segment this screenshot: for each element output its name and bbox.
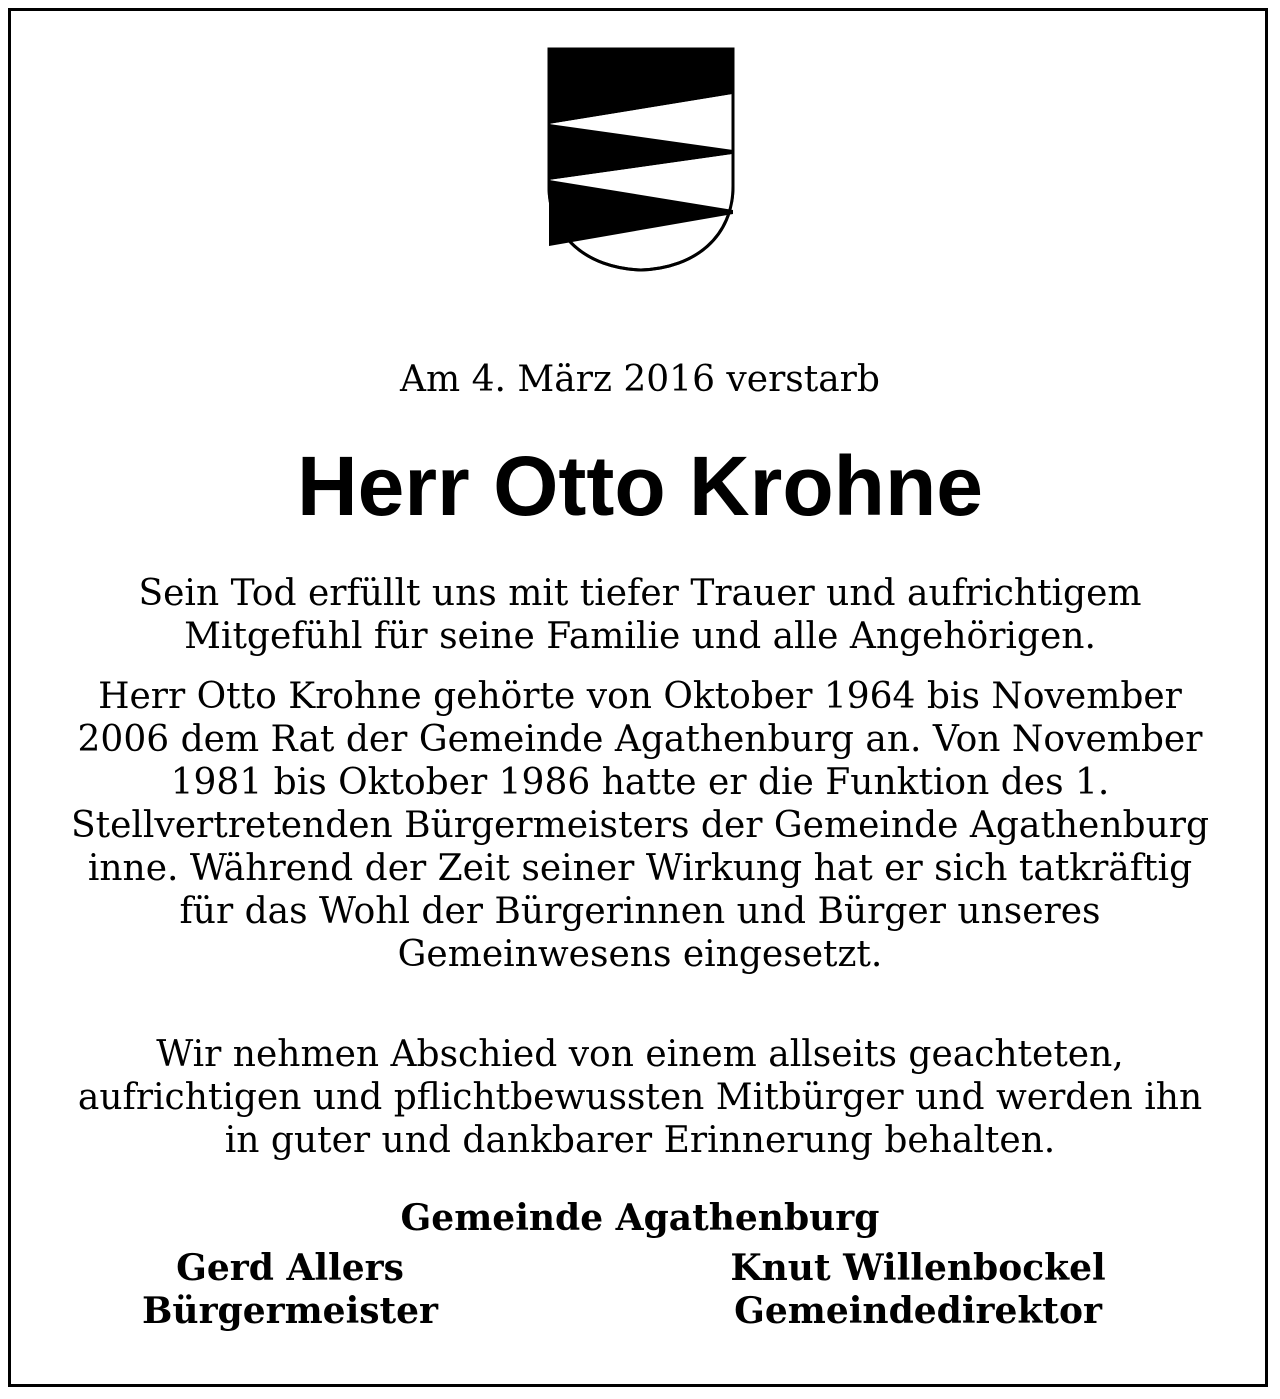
paragraph-condolence: Sein Tod erfüllt uns mit tiefer Trauer und aufrichtigem Mitgefühl für seine Familie und alle Angehörigen. (138, 573, 1142, 657)
signatory-right (708, 1247, 1128, 1333)
signatory-name: Gerd Allers (176, 1247, 404, 1289)
paragraph-farewell: Wir nehmen Abschied von einem allseits geachteten, aufrichtigen und pflichtbewussten Mitbürger und werden ihn in guter und dankbarer Erinnerung behalten. (77, 1034, 1203, 1161)
intro-text: Am 4. März 2016 verstarb (400, 359, 880, 400)
signatory-title: Gemeindedirektor (734, 1290, 1102, 1332)
signatory-left (80, 1247, 500, 1333)
signatory-title: Bürgermeister (141, 1290, 439, 1332)
organization-name: Gemeinde Agathenburg (400, 1197, 880, 1239)
coat-of-arms-icon (546, 46, 736, 272)
paragraph-biography: Herr Otto Krohne gehörte von Oktober 1964 bis November 2006 dem Rat der Gemeinde Agathenburg an. Von November 1981 bis Oktober 1986 hatte er die Funktion des 1. Stellvertretenden Bürgermeisters der Gemeinde Agathenburg inne. Während der Zeit seiner Wirkung hat er sich tatkräftig für das Wohl der Bürgerinnen und Bürger unseres Gemeinwesens eingesetzt. (70, 676, 1210, 975)
deceased-name: Herr Otto Krohne (296, 439, 984, 533)
signatory-name: Knut Willenbockel (730, 1247, 1106, 1289)
